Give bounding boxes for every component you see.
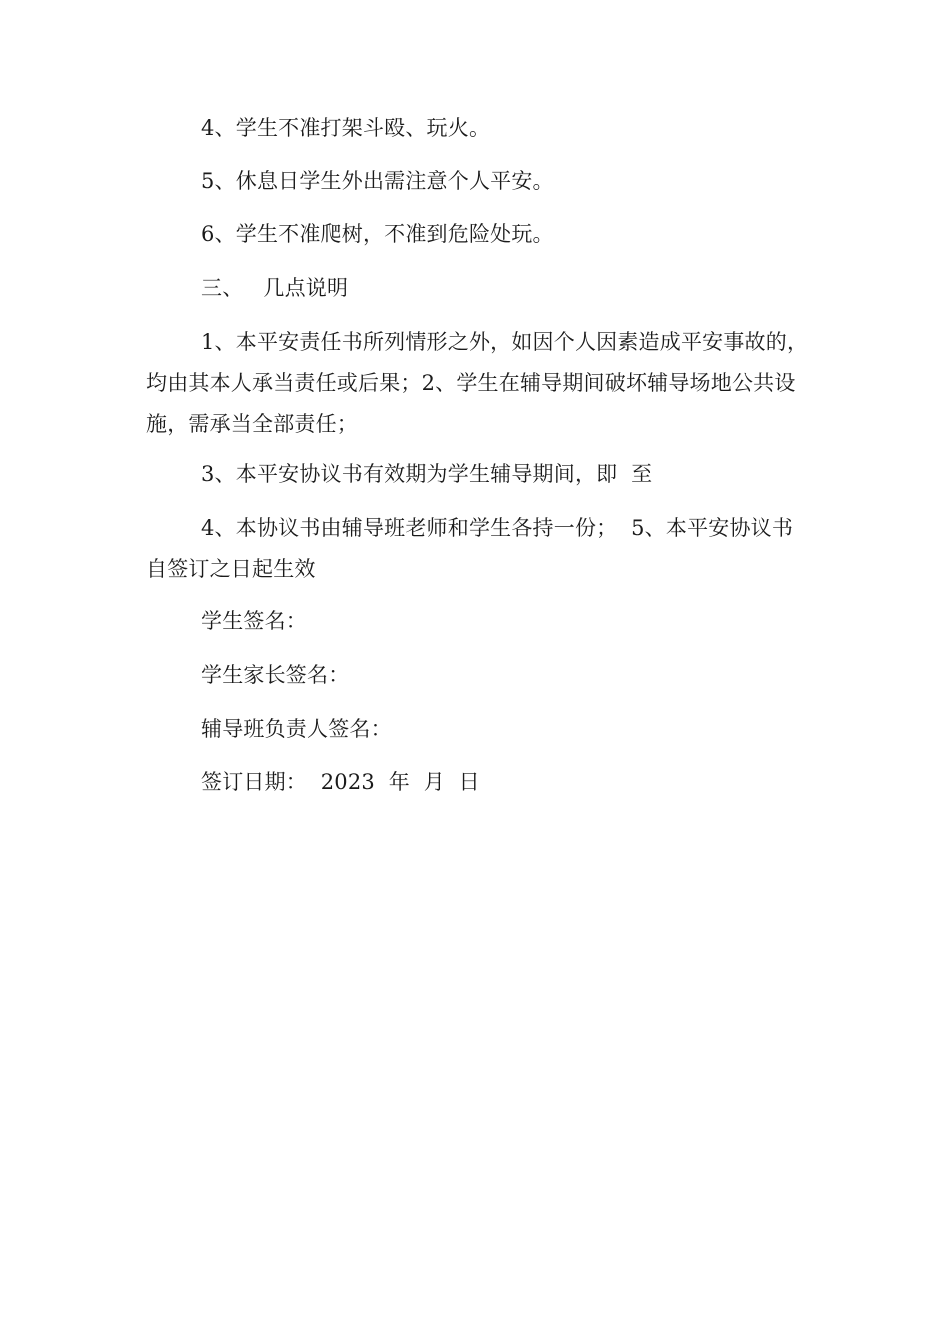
note-3: 3、本平安协议书有效期为学生辅导期间，即 至 [201,462,653,486]
note-4: 4、本协议书由辅导班老师和学生各持一份； 5、本平安协议书 自签订之日起生效 [146,516,794,581]
parent-signature-label: 学生家长签名： [201,663,350,687]
rule-4: 4、学生不准打架斗殴、玩火。 [201,116,491,140]
rule-5: 5、休息日学生外出需注意个人平安。 [201,169,554,193]
section-title: 几点说明 [263,276,349,300]
tutor-signature-label: 辅导班负责人签名： [201,717,392,741]
student-signature-label: 学生签名： [201,609,307,633]
rule-6: 6、学生不准爬树，不准到危险处玩。 [201,222,554,246]
signing-date: 签订日期： 2023 年 月 日 [201,770,480,794]
section-heading [146,268,811,309]
section-number: 三、 [201,276,244,300]
note-1: 1、本平安责任书所列情形之外，如因个人因素造成平安事故的， 均由其本人承当责任或后果；2、学生在辅导期间破坏辅导场地公共设 施，需承当全部责任； [146,330,809,436]
